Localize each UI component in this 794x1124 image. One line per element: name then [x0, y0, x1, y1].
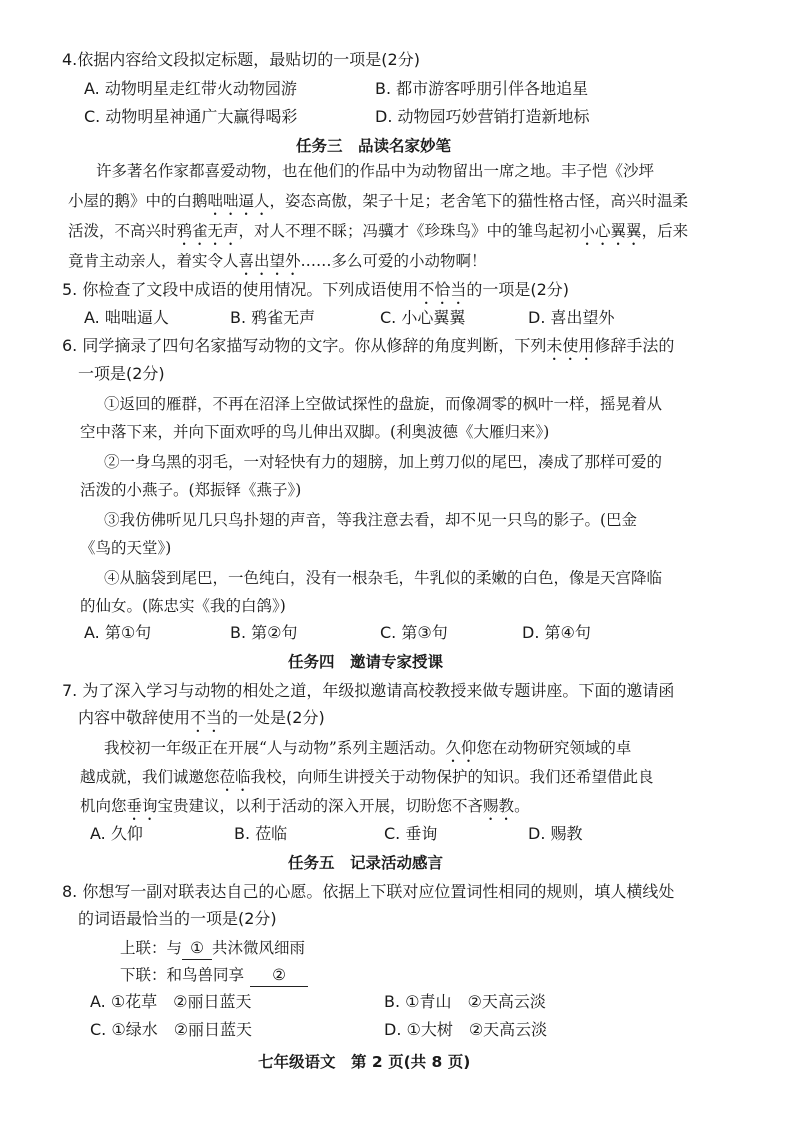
- letter-text: 机向您: [80, 797, 127, 815]
- q6-sentence-4-line-1: ④从脑袋到尾巴，一色纯白，没有一根杂毛，牛乳似的柔嫩的白色，像是天宫降临: [104, 569, 663, 587]
- stem-text: 5. 你检查了文段中成语的使用情况。下列成语使用: [62, 280, 419, 299]
- passage-text: ，姿态高傲，架子十足；老舍笔下的猫性格古怪，高兴时温柔: [269, 192, 689, 210]
- passage-text: ，后来: [641, 222, 689, 240]
- q4-option-d: D. 动物园巧妙营销打造新地标: [375, 107, 590, 126]
- q5-option-b: B. 鸦雀无声: [230, 308, 316, 327]
- couplet-text: 共沐微风细雨: [212, 939, 306, 957]
- q7-stem-line-2: [78, 707, 325, 736]
- q6-option-d: D. 第④句: [522, 623, 591, 642]
- q6-sentence-2-line-1: ②一身乌黑的羽毛，一对轻快有力的翅膀，加上剪刀似的尾巴，凑成了那样可爱的: [104, 453, 663, 471]
- q7-letter-line-2: [80, 766, 654, 795]
- q7-option-c: C. 垂询: [384, 824, 438, 843]
- q6-option-c: C. 第③句: [380, 623, 448, 642]
- q5-stem: [62, 279, 569, 308]
- q7-stem-line-1: 7. 为了深入学习与动物的相处之道，年级拟邀请高校教授来做专题讲座。下面的邀请函: [62, 681, 675, 700]
- idiom-xichuwangwai: 喜出望外: [238, 252, 301, 270]
- passage-text: 活泼，不高兴时: [68, 222, 177, 240]
- stem-text: 的一项是(2分): [466, 280, 570, 299]
- passage-text: ，对人不理不睬；冯骥才《珍珠鸟》中的雏鸟起初: [238, 222, 580, 240]
- letter-text: 您在动物研究领域的卓: [476, 739, 632, 757]
- task3-passage-line-2: [68, 190, 688, 219]
- q4-option-b: B. 都市游客呼朋引伴各地追星: [375, 79, 589, 98]
- q8-option-c: C. ①绿水 ②丽日蓝天: [90, 1020, 253, 1039]
- q8-option-b: B. ①青山 ②天高云淡: [384, 992, 546, 1011]
- q6-sentence-3-line-1: ③我仿佛听见几只鸟扑翅的声音，等我注意去看，却不见一只鸟的影子。(巴金: [104, 511, 638, 529]
- stem-text: 修辞手法的: [594, 336, 675, 355]
- q8-stem-line-1: 8. 你想写一副对联表达自己的心愿。依据上下联对应位置词性相同的规则，填人横线处: [62, 882, 675, 901]
- idiom-xiaoxinyiyi: 小心翼翼: [579, 222, 642, 240]
- task3-passage-line-1: 许多著名作家都喜爱动物，也在他们的作品中为动物留出一席之地。丰子恺《沙坪: [96, 162, 655, 180]
- page-footer: 七年级语文 第 2 页(共 8 页): [258, 1053, 471, 1071]
- q8-stem-line-2: 的词语最恰当的一项是(2分): [78, 909, 277, 928]
- word-jiuyang: 久仰: [445, 739, 477, 757]
- letter-text: 越成就，我们诚邀您: [80, 768, 220, 786]
- q7-option-d: D. 赐教: [528, 824, 583, 843]
- q4-stem: 4.依据内容给文段拟定标题，最贴切的一项是(2分): [62, 50, 420, 69]
- q6-option-a: A. 第①句: [84, 623, 152, 642]
- passage-text: 竟肯主动亲人，着实令人: [68, 252, 239, 270]
- word-cijiao: 赐教: [483, 797, 515, 815]
- letter-text: 。: [514, 797, 530, 815]
- task3-heading: 任务三 品读名家妙笔: [296, 137, 452, 155]
- q6-sentence-3-line-2: 《鸟的天堂》): [80, 539, 172, 557]
- couplet-text: 上联：与: [120, 939, 183, 957]
- task3-passage-line-3: [68, 220, 688, 249]
- q4-option-a: A. 动物明星走红带火动物园游: [84, 79, 297, 98]
- passage-text: ……多么可爱的小动物啊！: [300, 252, 487, 270]
- q6-sentence-1-line-1: ①返回的雁群，不再在沼泽上空做试探性的盘旋，而像凋零的枫叶一样，摇晃着从: [104, 395, 663, 413]
- task3-passage-line-4: [68, 250, 487, 279]
- q6-stem: [62, 335, 674, 364]
- emphasis-buqiadang: 不恰当: [418, 280, 467, 299]
- q8-lower-couplet: [120, 964, 308, 987]
- stem-text: 内容中敬辞使用: [78, 708, 191, 727]
- q8-upper-couplet: [120, 937, 305, 960]
- couplet-text: 下联：和鸟兽同享: [120, 966, 245, 984]
- q7-letter-line-3: [80, 795, 530, 824]
- q7-option-a: A. 久仰: [90, 824, 143, 843]
- q6-option-b: B. 第②句: [230, 623, 298, 642]
- q7-option-b: B. 莅临: [234, 824, 288, 843]
- task5-heading: 任务五 记录活动感言: [288, 854, 444, 872]
- task4-heading: 任务四 邀请专家授课: [288, 653, 444, 671]
- q6-sentence-4-line-2: 的仙女。(陈忠实《我的白鸽》): [80, 597, 286, 615]
- q4-option-c: C. 动物明星神通广大赢得喝彩: [84, 107, 298, 126]
- blank-1: ①: [182, 937, 212, 960]
- q6-sentence-2-line-2: 活泼的小燕子。(郑振铎《燕子》): [80, 481, 302, 499]
- stem-text: 6. 同学摘录了四句名家描写动物的文字。你从修辞的角度判断，下列: [62, 336, 547, 355]
- word-chuixun: 垂询: [126, 797, 158, 815]
- q6-stem-line-2: 一项是(2分): [78, 364, 165, 383]
- blank-2: ②: [250, 964, 308, 987]
- q8-option-a: A. ①花草 ②丽日蓝天: [90, 992, 252, 1011]
- stem-text: 的一处是(2分): [222, 708, 325, 727]
- q8-option-d: D. ①大树 ②天高云淡: [384, 1020, 548, 1039]
- word-lilin: 莅临: [219, 768, 251, 786]
- q6-sentence-1-line-2: 空中落下来，并向下面欢呼的鸟儿伸出双脚。(利奥波德《大雁归来》): [80, 423, 550, 441]
- letter-text: 我校，向师生讲授关于动物保护的知识。我们还希望借此良: [250, 768, 654, 786]
- passage-text: 小屋的鹅》中的白鹅: [68, 192, 208, 210]
- emphasis-budang: 不当: [190, 708, 223, 727]
- letter-text: 宝贵建议，以利于活动的深入开展，切盼您不吝: [157, 797, 484, 815]
- q5-option-c: C. 小心翼翼: [380, 308, 466, 327]
- idiom-zhuozhuobiren: 咄咄逼人: [207, 192, 270, 210]
- letter-text: 我校初一年级正在开展“人与动物”系列主题活动。: [104, 739, 446, 757]
- q5-option-a: A. 咄咄逼人: [84, 308, 169, 327]
- idiom-yaquewusheng: 鸦雀无声: [176, 222, 239, 240]
- q7-letter-line-1: [104, 737, 631, 766]
- emphasis-weishiyong: 未使用: [546, 336, 595, 355]
- q5-option-d: D. 喜出望外: [528, 308, 615, 327]
